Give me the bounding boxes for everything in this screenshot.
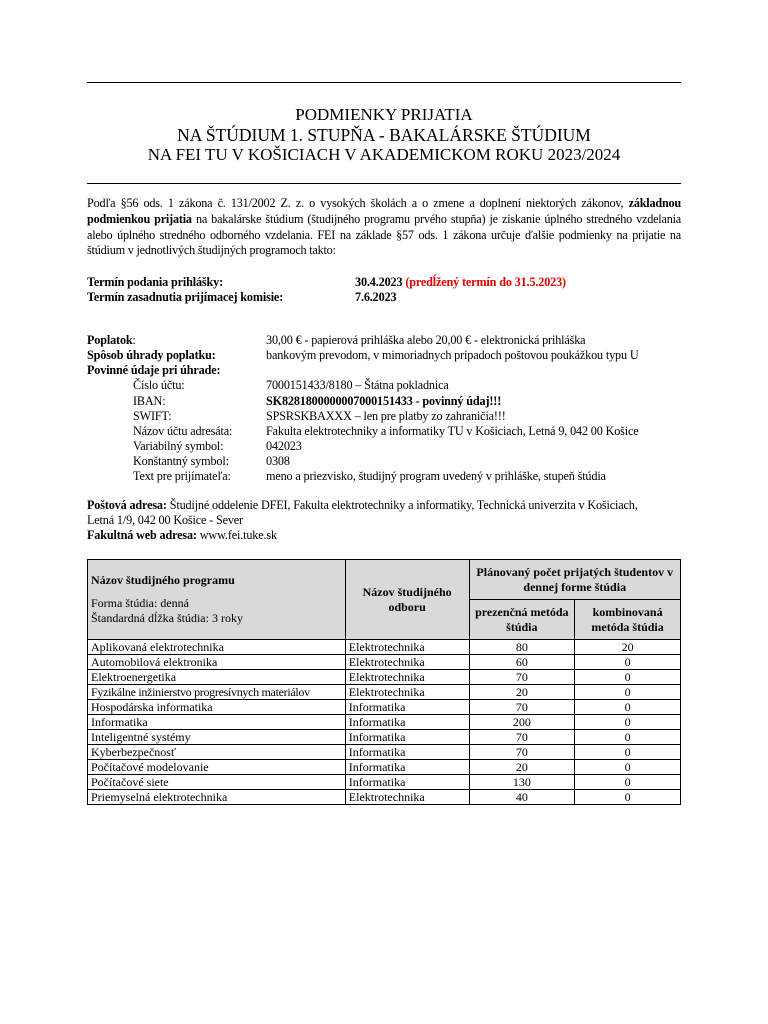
header-field: Názov študijného odboru [345, 560, 469, 640]
iban-value: SK8281800000007000151433 - povinný údaj!!! [266, 394, 502, 408]
study-programs-table [87, 559, 681, 805]
fee-value: 30,00 € - papierová prihláška alebo 20,00 € - elektronická prihláška [266, 333, 586, 347]
intro-bold: základnou podmienkou prijatia [87, 196, 681, 226]
committee-date-value: 7.6.2023 [355, 290, 397, 304]
intro-text-1: Podľa §56 ods. 1 zákona č. 131/2002 Z. z. o vysokých školách a o zmene a doplnení niektorých zákonov, [87, 196, 629, 210]
iban-label: IBAN: [133, 394, 166, 408]
payment-method-label: Spôsob úhrady poplatku: [87, 348, 216, 362]
variable-symbol-value: 042023 [266, 439, 302, 453]
header-program: Názov študijného programu Forma štúdia: denná Štandardná dĺžka štúdia: 3 roky [88, 560, 346, 640]
top-divider [87, 82, 681, 83]
table-row: Automobilová elektronika Elektrotechnika 60 0 [88, 655, 681, 670]
variable-symbol-label: Variabilný symbol: [133, 439, 224, 453]
constant-symbol-value: 0308 [266, 454, 290, 468]
constant-symbol-label: Konštantný symbol: [133, 454, 229, 468]
required-data-label: Povinné údaje pri úhrade: [87, 363, 221, 377]
table-row: Inteligentné systémy Informatika 70 0 [88, 730, 681, 745]
fee-label: Poplatok: [87, 333, 136, 347]
swift-label: SWIFT: [133, 409, 172, 423]
payment-method-value: bankovým prevodom, v mimoriadnych prípadoch poštovou poukážkou typu U [266, 348, 639, 362]
postal-address: Poštová adresa: Študijné oddelenie DFEI, Fakulta elektrotechniky a informatiky, Technická univerzita v Košiciach, [87, 498, 638, 512]
committee-date-label: Termín zasadnutia prijímacej komisie: [87, 290, 284, 304]
faculty-web-address: Fakultná web adresa: www.fei.tuke.sk [87, 528, 277, 542]
account-name-label: Názov účtu adresáta: [133, 424, 233, 438]
table-row: Počítačové siete Informatika 130 0 [88, 775, 681, 790]
table-row: Aplikovaná elektrotechnika Elektrotechnika 80 20 [88, 640, 681, 655]
title-line-3: NA FEI TU V KOŠICIACH V AKADEMICKOM ROKU 2023/2024 [147, 145, 621, 164]
account-number-label: Číslo účtu: [133, 378, 185, 392]
extended-deadline-note: (predĺžený termín do 31.5.2023) [405, 275, 566, 289]
postal-address-line-2: Letná 1/9, 042 00 Košice - Sever [87, 513, 243, 527]
table-row: Elektroenergetika Elektrotechnika 70 0 [88, 670, 681, 685]
recipient-text-label: Text pre prijímateľa: [133, 469, 231, 483]
title-divider [87, 183, 681, 184]
header-present: prezenčná metóda štúdia [469, 600, 575, 640]
header-combined: kombinovaná metóda štúdia [575, 600, 681, 640]
title-line-2: NA ŠTÚDIUM 1. STUPŇA - BAKALÁRSKE ŠTÚDIUM [177, 125, 591, 145]
intro-text-2: na bakalárske štúdium (študijného programu prvého stupňa) je získanie úplného stredného vzdelania alebo úplného stredného odborného vzdelania. FEI na základe §57 ods. 1 zákona určuje ďalšie podmienky na prijatie na štúdium v jednotlivých študijných programoch takto: [87, 211, 681, 258]
table-row: Informatika Informatika 200 0 [88, 715, 681, 730]
table-row: Kyberbezpečnosť Informatika 70 0 [88, 745, 681, 760]
table-row: Fyzikálne inžinierstvo progresívnych materiálov Elektrotechnika 20 0 [88, 685, 681, 700]
swift-value: SPSRSKBAXXX – len pre platby zo zahraničia!!! [266, 409, 506, 423]
table-row: Počítačové modelovanie Informatika 20 0 [88, 760, 681, 775]
title-line-1: PODMIENKY PRIJATIA [295, 105, 473, 124]
intro-paragraph [87, 196, 681, 259]
account-name-value: Fakulta elektrotechniky a informatiky TU v Košiciach, Letná 9, 042 00 Košice [266, 424, 639, 438]
recipient-text-value: meno a priezvisko, študijný program uvedený v prihláške, stupeň štúdia [266, 469, 606, 483]
web-link[interactable]: www.fei.tuke.sk [199, 528, 277, 542]
table-row: Priemyselná elektrotechnika Elektrotechnika 40 0 [88, 790, 681, 805]
header-planned-count: Plánovaný počet prijatých študentov v dennej forme štúdia [469, 560, 681, 600]
application-deadline-label: Termín podania prihlášky: [87, 275, 223, 289]
account-number-value: 7000151433/8180 – Štátna pokladnica [266, 378, 449, 392]
table-row: Hospodárska informatika Informatika 70 0 [88, 700, 681, 715]
application-deadline-value: 30.4.2023 (predĺžený termín do 31.5.2023) [355, 275, 566, 289]
